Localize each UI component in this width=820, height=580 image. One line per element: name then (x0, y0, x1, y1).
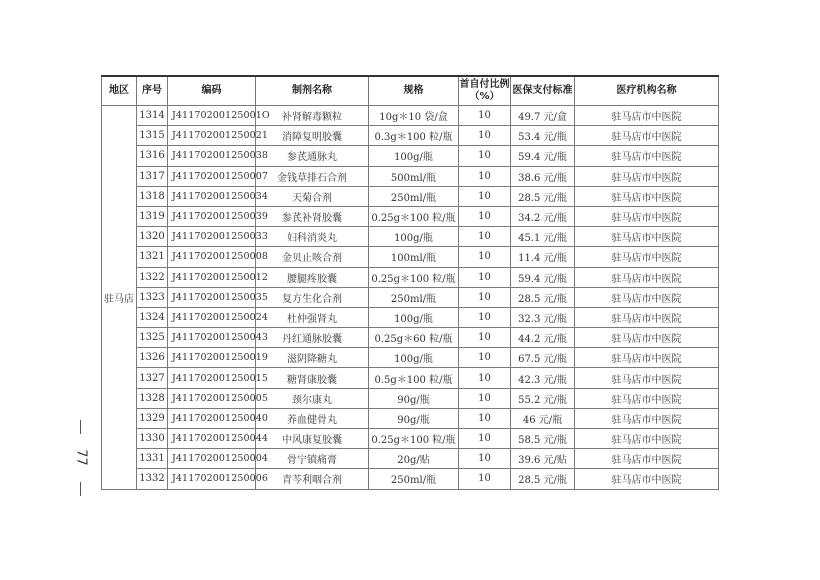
header-spec: 规格 (369, 76, 459, 106)
cell-seq: 1329 (137, 408, 168, 428)
header-ratio (459, 76, 511, 106)
cell-price: 11.4 元/瓶 (511, 247, 575, 267)
cell-code: J411702001250039 (168, 206, 256, 226)
cell-spec: 90g/瓶 (369, 408, 459, 428)
cell-code: J411702001250015 (168, 368, 256, 388)
cell-ratio: 10 (459, 328, 511, 348)
cell-spec: 250ml/瓶 (369, 469, 459, 489)
cell-institution: 驻马店市中医院 (575, 408, 719, 428)
cell-seq: 1332 (137, 469, 168, 489)
cell-seq: 1323 (137, 287, 168, 307)
cell-code: J411702001250034 (168, 186, 256, 206)
cell-spec: 20g/贴 (369, 449, 459, 469)
cell-spec: 100g/瓶 (369, 348, 459, 368)
cell-price: 46 元/瓶 (511, 408, 575, 428)
cell-seq: 1314 (137, 106, 168, 126)
cell-institution: 驻马店市中医院 (575, 166, 719, 186)
cell-ratio: 10 (459, 227, 511, 247)
table-row (102, 368, 719, 388)
table-row (102, 408, 719, 428)
region-cell: 驻马店 (102, 106, 137, 490)
cell-code: J411702001250044 (168, 429, 256, 449)
cell-spec: 100ml/瓶 (369, 247, 459, 267)
cell-spec: 0.5g＊100 粒/瓶 (369, 368, 459, 388)
cell-institution: 驻马店市中医院 (575, 227, 719, 247)
cell-institution: 驻马店市中医院 (575, 126, 719, 146)
cell-code: J411702001250008 (168, 247, 256, 267)
cell-ratio: 10 (459, 429, 511, 449)
cell-spec: 0.25g＊100 粒/瓶 (369, 267, 459, 287)
cell-spec: 500ml/瓶 (369, 166, 459, 186)
cell-code: J411702001250040 (168, 408, 256, 428)
cell-seq: 1326 (137, 348, 168, 368)
cell-institution: 驻马店市中医院 (575, 449, 719, 469)
cell-price: 28.5 元/瓶 (511, 469, 575, 489)
cell-ratio: 10 (459, 388, 511, 408)
table-body (102, 106, 719, 490)
cell-ratio: 10 (459, 368, 511, 388)
header-name: 制剂名称 (256, 76, 369, 106)
header-price: 医保支付标准 (511, 76, 575, 106)
cell-institution: 驻马店市中医院 (575, 469, 719, 489)
cell-spec: 0.25g＊60 粒/瓶 (369, 328, 459, 348)
cell-ratio: 10 (459, 126, 511, 146)
cell-institution: 驻马店市中医院 (575, 146, 719, 166)
cell-seq: 1318 (137, 186, 168, 206)
cell-code: J411702001250007 (168, 166, 256, 186)
table-row (102, 227, 719, 247)
header-code: 编码 (168, 76, 256, 106)
table-row (102, 186, 719, 206)
cell-price: 42.3 元/瓶 (511, 368, 575, 388)
cell-spec: 0.25g＊100 粒/瓶 (369, 429, 459, 449)
cell-institution: 驻马店市中医院 (575, 206, 719, 226)
cell-institution: 驻马店市中医院 (575, 429, 719, 449)
cell-ratio: 10 (459, 146, 511, 166)
cell-code: J411702001250038 (168, 146, 256, 166)
cell-institution: 驻马店市中医院 (575, 267, 719, 287)
cell-institution: 驻马店市中医院 (575, 106, 719, 126)
cell-name: 骨宁镇痛膏 (256, 449, 369, 469)
table-row (102, 328, 719, 348)
cell-institution: 驻马店市中医院 (575, 368, 719, 388)
table-row (102, 348, 719, 368)
table-row (102, 247, 719, 267)
table-row (102, 287, 719, 307)
cell-ratio: 10 (459, 267, 511, 287)
cell-seq: 1315 (137, 126, 168, 146)
cell-spec: 0.25g＊100 粒/瓶 (369, 206, 459, 226)
cell-spec: 100g/瓶 (369, 146, 459, 166)
table-row (102, 206, 719, 226)
cell-name: 消障复明胶囊 (256, 126, 369, 146)
cell-spec: 250ml/瓶 (369, 186, 459, 206)
cell-name: 参芪通脉丸 (256, 146, 369, 166)
cell-price: 39.6 元/贴 (511, 449, 575, 469)
cell-name: 妇科消炎丸 (256, 227, 369, 247)
table-row (102, 388, 719, 408)
cell-ratio: 10 (459, 247, 511, 267)
cell-code: J411702001250006 (168, 469, 256, 489)
cell-spec: 250ml/瓶 (369, 287, 459, 307)
page-number-dash-bottom (80, 482, 81, 496)
page-number-dash-top (80, 420, 81, 434)
page-number-marker (70, 420, 94, 500)
cell-name: 中风康复胶囊 (256, 429, 369, 449)
cell-institution: 驻马店市中医院 (575, 328, 719, 348)
page-number: 77 (73, 449, 89, 466)
cell-seq: 1325 (137, 328, 168, 348)
table-row (102, 267, 719, 287)
cell-code: J41170200125001O (168, 106, 256, 126)
cell-price: 55.2 元/瓶 (511, 388, 575, 408)
cell-seq: 1321 (137, 247, 168, 267)
cell-price: 58.5 元/瓶 (511, 429, 575, 449)
cell-ratio: 10 (459, 287, 511, 307)
cell-price: 67.5 元/瓶 (511, 348, 575, 368)
cell-institution: 驻马店市中医院 (575, 247, 719, 267)
header-institution: 医疗机构名称 (575, 76, 719, 106)
cell-institution: 驻马店市中医院 (575, 186, 719, 206)
table-header-row (102, 76, 719, 106)
cell-name: 复方生化合剂 (256, 287, 369, 307)
cell-name: 糖肾康胶囊 (256, 368, 369, 388)
cell-institution: 驻马店市中医院 (575, 388, 719, 408)
cell-price: 45.1 元/瓶 (511, 227, 575, 247)
header-ratio-line2: （%） (469, 91, 500, 102)
cell-ratio: 10 (459, 307, 511, 327)
cell-price: 28.5 元/瓶 (511, 287, 575, 307)
cell-ratio: 10 (459, 106, 511, 126)
cell-name: 颈尔康丸 (256, 388, 369, 408)
cell-ratio: 10 (459, 449, 511, 469)
cell-code: J411702001250019 (168, 348, 256, 368)
cell-price: 38.6 元/瓶 (511, 166, 575, 186)
cell-seq: 1322 (137, 267, 168, 287)
cell-price: 32.3 元/瓶 (511, 307, 575, 327)
cell-name: 天菊合剂 (256, 186, 369, 206)
table-row (102, 429, 719, 449)
table-row (102, 106, 719, 126)
drug-catalog-table (101, 75, 719, 490)
cell-ratio: 10 (459, 469, 511, 489)
cell-institution: 驻马店市中医院 (575, 287, 719, 307)
cell-name: 参芪补肾胶囊 (256, 206, 369, 226)
cell-seq: 1320 (137, 227, 168, 247)
cell-seq: 1331 (137, 449, 168, 469)
cell-institution: 驻马店市中医院 (575, 348, 719, 368)
cell-name: 杜仲强肾丸 (256, 307, 369, 327)
cell-code: J411702001250033 (168, 227, 256, 247)
cell-code: J411702001250021 (168, 126, 256, 146)
cell-spec: 100g/瓶 (369, 307, 459, 327)
cell-ratio: 10 (459, 206, 511, 226)
cell-seq: 1324 (137, 307, 168, 327)
table-row (102, 126, 719, 146)
cell-name: 补肾解毒颗粒 (256, 106, 369, 126)
cell-name: 腰腿疼胶囊 (256, 267, 369, 287)
cell-code: J411702001250012 (168, 267, 256, 287)
cell-seq: 1328 (137, 388, 168, 408)
table-row (102, 166, 719, 186)
cell-code: J411702001250004 (168, 449, 256, 469)
cell-institution: 驻马店市中医院 (575, 307, 719, 327)
cell-price: 44.2 元/瓶 (511, 328, 575, 348)
cell-price: 59.4 元/瓶 (511, 146, 575, 166)
table-row (102, 146, 719, 166)
cell-name: 青芩利咽合剂 (256, 469, 369, 489)
cell-price: 28.5 元/瓶 (511, 186, 575, 206)
table-row (102, 469, 719, 489)
table-row (102, 307, 719, 327)
cell-price: 34.2 元/瓶 (511, 206, 575, 226)
cell-seq: 1316 (137, 146, 168, 166)
cell-price: 59.4 元/瓶 (511, 267, 575, 287)
cell-ratio: 10 (459, 408, 511, 428)
cell-seq: 1327 (137, 368, 168, 388)
cell-name: 丹红通脉胶囊 (256, 328, 369, 348)
cell-code: J411702001250035 (168, 287, 256, 307)
header-region: 地区 (102, 76, 137, 106)
cell-code: J411702001250043 (168, 328, 256, 348)
cell-price: 49.7 元/盒 (511, 106, 575, 126)
cell-code: J411702001250024 (168, 307, 256, 327)
cell-code: J411702001250005 (168, 388, 256, 408)
cell-price: 53.4 元/瓶 (511, 126, 575, 146)
cell-seq: 1317 (137, 166, 168, 186)
cell-spec: 0.3g＊100 粒/瓶 (369, 126, 459, 146)
cell-ratio: 10 (459, 186, 511, 206)
cell-name: 金钱草排石合剂 (256, 166, 369, 186)
cell-seq: 1319 (137, 206, 168, 226)
cell-name: 养血健骨丸 (256, 408, 369, 428)
header-ratio-line1: 首自付比例 (459, 79, 510, 90)
header-seq: 序号 (137, 76, 168, 106)
cell-spec: 10g＊10 袋/盒 (369, 106, 459, 126)
cell-seq: 1330 (137, 429, 168, 449)
cell-spec: 90g/瓶 (369, 388, 459, 408)
cell-name: 滋阴降糖丸 (256, 348, 369, 368)
cell-ratio: 10 (459, 166, 511, 186)
cell-spec: 100g/瓶 (369, 227, 459, 247)
table-row (102, 449, 719, 469)
cell-ratio: 10 (459, 348, 511, 368)
cell-name: 金贝止咳合剂 (256, 247, 369, 267)
